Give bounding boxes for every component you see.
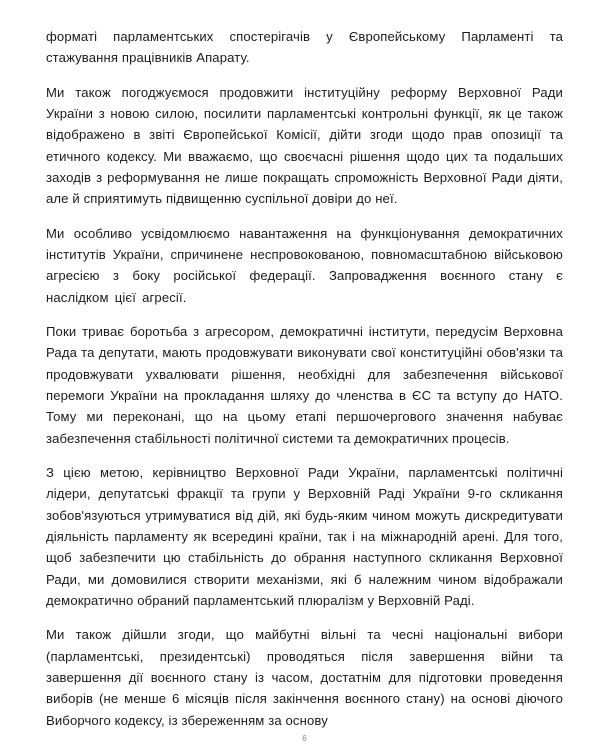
paragraph: Ми також погоджуємося продовжити інституційну реформу Верховної Ради України з новою силою, посилити парламентські контрольні функції, як це також відображено в звіті Європейської Комісії, дійти згоди щодо прав опозиції та етичного кодексу. Ми вважаємо, що своєчасні рішення щодо цих та подальших заходів з реформування не лише покращать спроможність Верховної Ради діяти, але й сприятимуть підвищенню суспільної довіри до неї. (46, 84, 563, 207)
paragraph: З цією метою, керівництво Верховної Ради України, парламентські політичні лідери, депутатські фракції та групи у Верховній Раді України 9-го скликання зобов'язуються утримуватися від дій, які будь-яким чином можуть дискредитувати діяльність парламенту як всередині країни, так і на міжнародній арені. Для того, щоб забезпечити цю стабільність до обрання наступного скликання Верховної Ради, ми домовилися створити механізми, які б належним чином відображали демократично обраний парламентський плюралізм у Верховній Раді. (46, 464, 563, 608)
paragraph: Ми особливо усвідомлюємо навантаження на функціонування демократичних інститутів України, спричинене неспровокованою, повномасштабною військовою агресією з боку російської федерації. Запровадження воєнного стану є наслідком цієї агресії. (46, 225, 563, 305)
paragraph: Поки триває боротьба з агресором, демократичні інститути, передусім Верховна Рада та депутати, мають продовжувати виконувати свої конституційні обов'язки та продовжувати ухвалювати рішення, необхідні для забезпечення військової перемоги України на прокладання шляху до членства в ЄС та вступу до НАТО. Тому ми переконані, що на цьому етапі першочергового значення набуває забезпечення стабільності політичної системи та демократичних процесів. (46, 323, 563, 446)
page-number: 6 (302, 734, 307, 743)
paragraph: форматі парламентських спостерігачів у Європейському Парламенті та стажування працівників Апарату. (46, 29, 563, 66)
document-body (46, 26, 563, 731)
paragraph: Ми також дійшли згоди, що майбутні вільні та чесні національні вибори (парламентські, президентські) проводяться після завершення війни та завершення дії воєнного стану із часом, достатнім для підготовки проведення виборів (не менше 6 місяців після закінчення воєнного стану) на основі діючого Виборчого кодексу, із збереженням за основу (46, 627, 563, 728)
